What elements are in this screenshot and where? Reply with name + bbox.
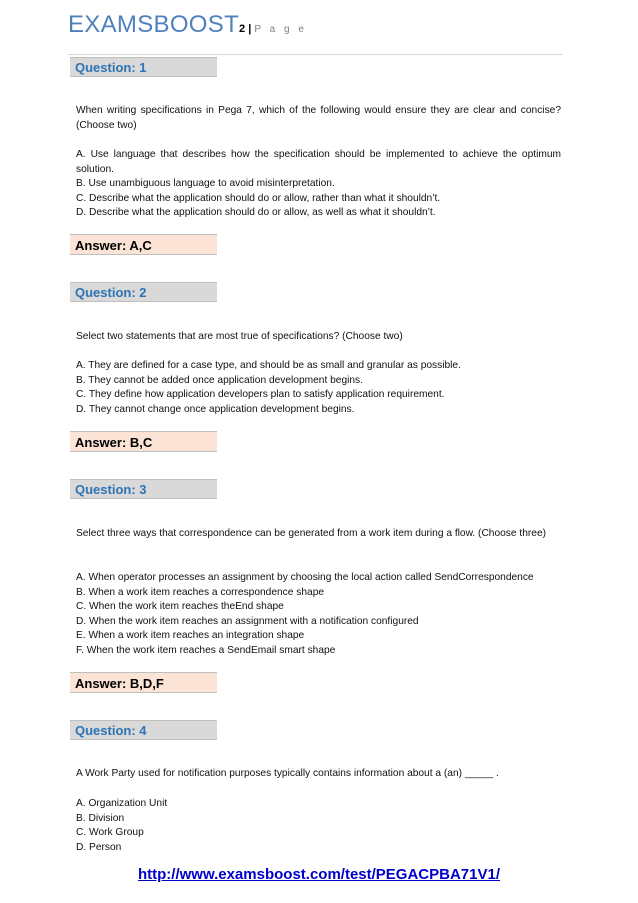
answer-label-3: Answer: B,D,F bbox=[70, 672, 217, 693]
page-word: P a g e bbox=[254, 24, 307, 35]
option-4d: D. Person bbox=[76, 841, 122, 853]
option-2c: C. They define how application developers plan to satisfy application requirement. bbox=[76, 389, 445, 400]
question-label-2: Question: 2 bbox=[70, 282, 217, 302]
option-3c: C. When the work item reaches theEnd shape bbox=[76, 601, 284, 612]
option-3f: F. When the work item reaches a SendEmail smart shape bbox=[76, 644, 336, 656]
brand-name: EXAMSBOOST bbox=[68, 11, 240, 38]
question-text-4: A Work Party used for notification purposes typically contains information about a (an) _____ . bbox=[76, 768, 499, 779]
option-3e: E. When a work item reaches an integration shape bbox=[76, 630, 305, 641]
question-label-1: Question: 1 bbox=[70, 57, 217, 77]
question-text-3: Select three ways that correspondence can be generated from a work item during a flow. (Choose three) bbox=[76, 528, 547, 539]
option-4c: C. Work Group bbox=[76, 827, 144, 838]
question-options-1 bbox=[76, 148, 561, 221]
option-4b: B. Division bbox=[76, 812, 125, 824]
question-text-2: Select two statements that are most true of specifications? (Choose two) bbox=[76, 331, 403, 342]
option-1d: D. Describe what the application should do or allow, as well as what it shouldn’t. bbox=[76, 207, 436, 218]
page-number: 2 bbox=[239, 23, 246, 35]
option-3d: D. When the work item reaches an assignment with a notification configured bbox=[76, 615, 419, 627]
question-text-1: When writing specifications in Pega 7, which of the following would ensure they are clear and concise? (Choose two) bbox=[76, 105, 561, 131]
question-options-3 bbox=[76, 571, 561, 658]
answer-label-2: Answer: B,C bbox=[70, 431, 217, 452]
option-2b: B. They cannot be added once application development begins. bbox=[76, 374, 363, 386]
option-4a: A. Organization Unit bbox=[76, 798, 168, 809]
question-label-3: Question: 3 bbox=[70, 479, 217, 499]
page-separator: | bbox=[245, 23, 255, 35]
page-header bbox=[68, 8, 563, 55]
answer-label-1: Answer: A,C bbox=[70, 234, 217, 255]
option-3a: A. When operator processes an assignment by choosing the local action called SendCorrespondence bbox=[76, 572, 534, 583]
option-3b: B. When a work item reaches a correspondence shape bbox=[76, 586, 325, 598]
option-2d: D. They cannot change once application development begins. bbox=[76, 403, 355, 415]
option-1a: A. Use language that describes how the specification should be implemented to achieve the optimum solution. bbox=[76, 149, 561, 175]
option-1c: C. Describe what the application should do or allow, rather than what it shouldn’t. bbox=[76, 192, 441, 204]
brand-title bbox=[68, 10, 307, 45]
option-1b: B. Use unambiguous language to avoid misinterpretation. bbox=[76, 178, 335, 189]
question-options-2 bbox=[76, 359, 561, 417]
footer-exam-link[interactable]: http://www.examsboost.com/test/PEGACPBA71V1/ bbox=[137, 866, 501, 883]
question-label-4: Question: 4 bbox=[70, 720, 217, 740]
option-2a: A. They are defined for a case type, and should be as small and granular as possible. bbox=[76, 360, 461, 371]
question-options-4 bbox=[76, 797, 561, 855]
